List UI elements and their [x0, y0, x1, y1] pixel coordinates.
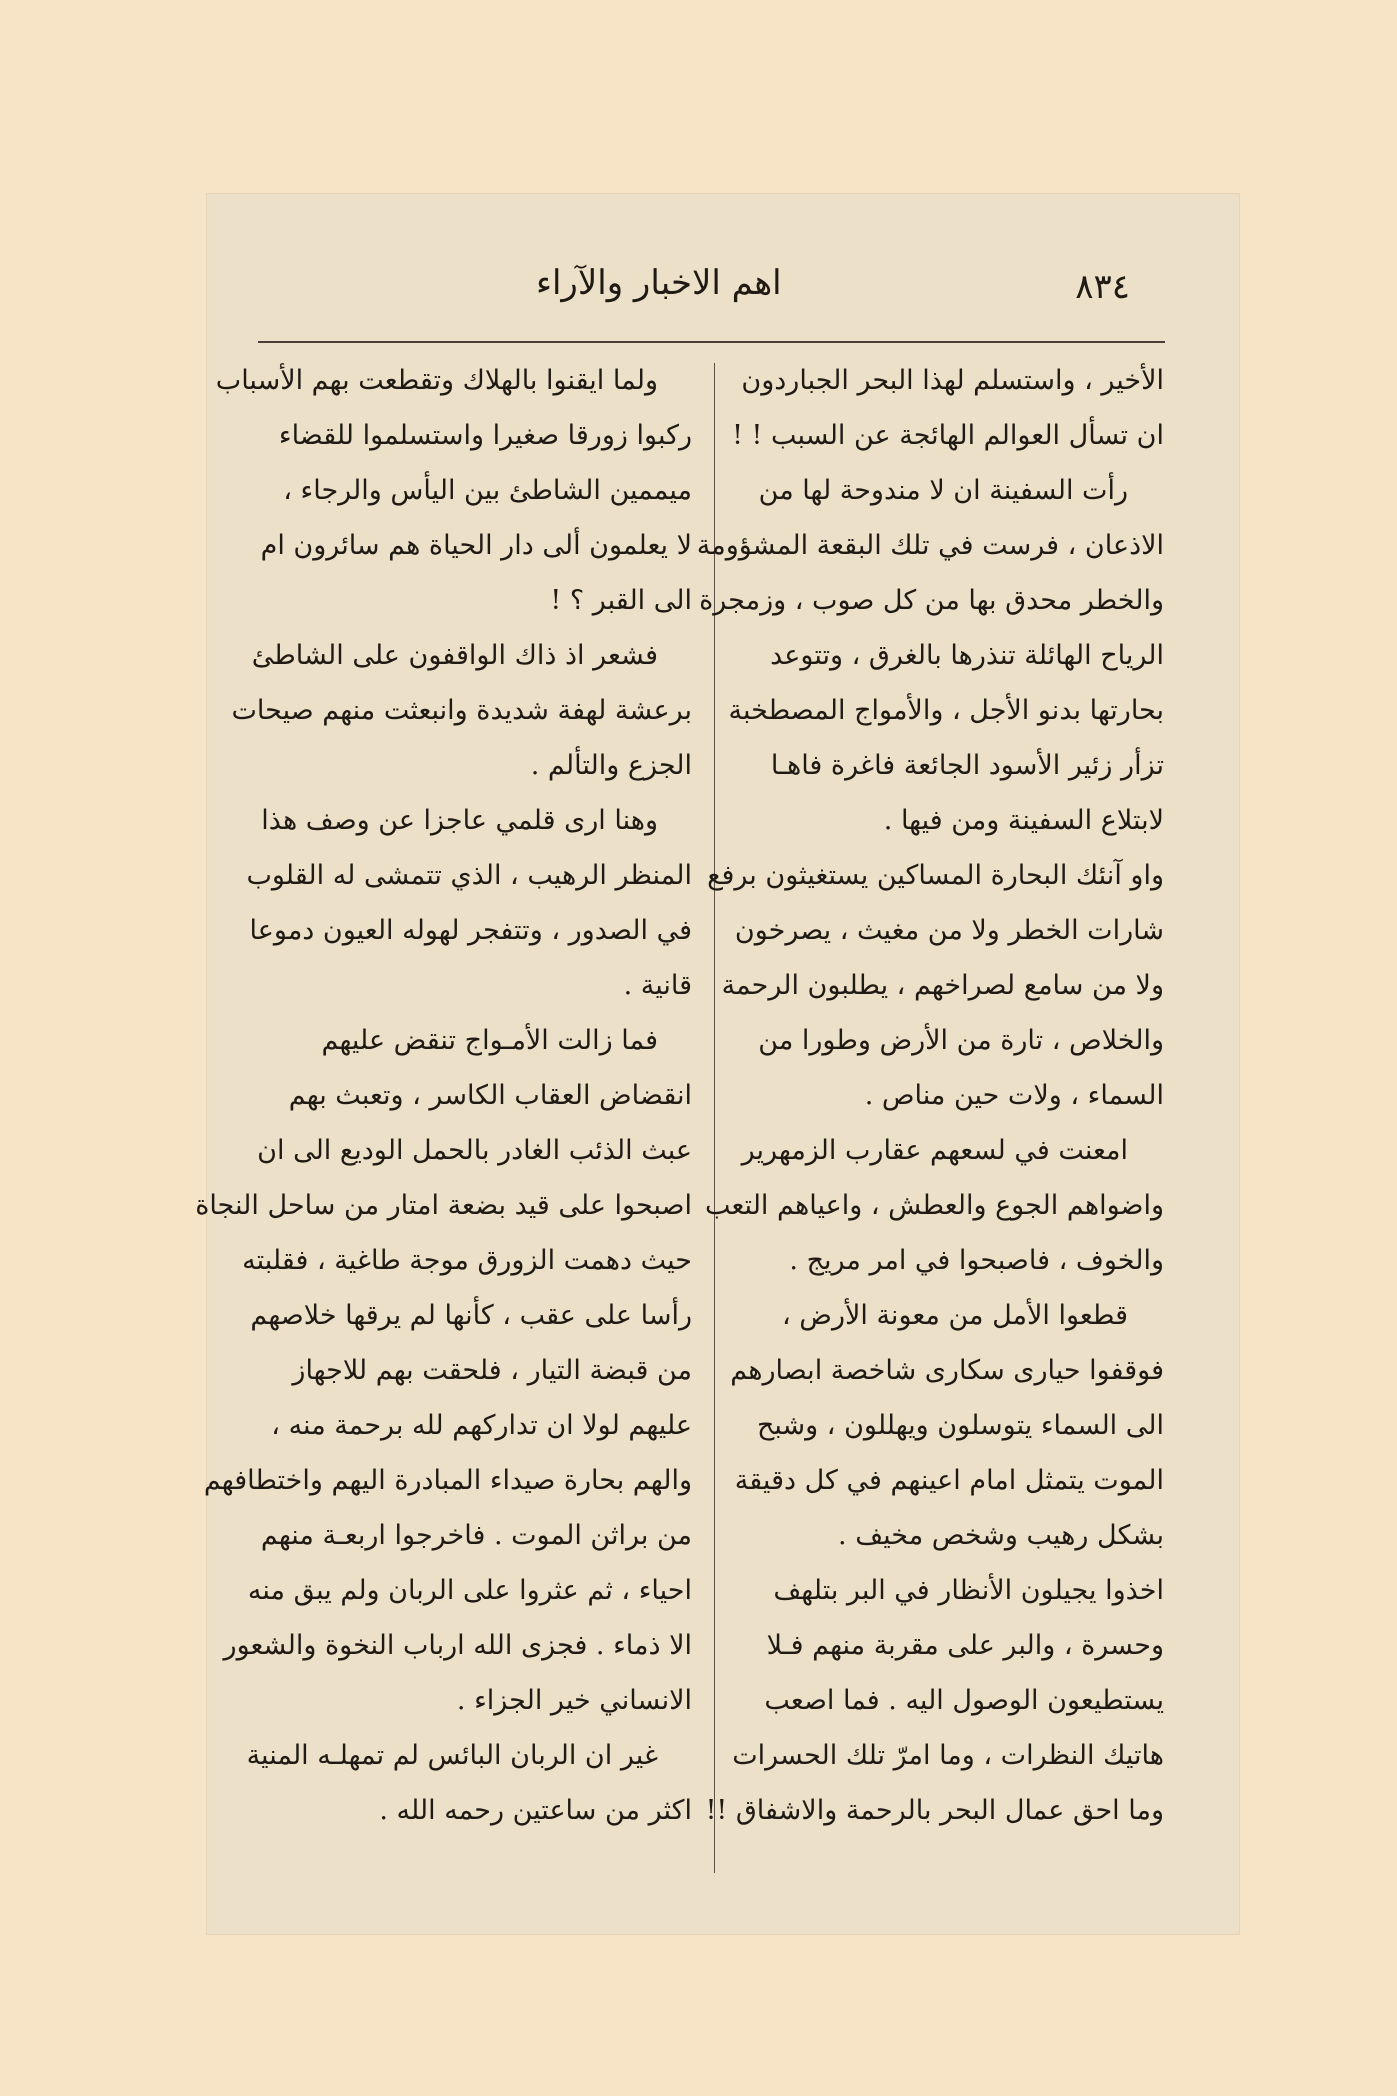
text-line: الموت يتمثل امام اعينهم في كل دقيقة: [734, 1465, 1164, 1496]
text-line: اخذوا يجيلون الأنظار في البر بتلهف: [773, 1575, 1164, 1606]
text-line: ولا من سامع لصراخهم ، يطلبون الرحمة: [721, 970, 1164, 1001]
book-page: [195, 193, 1240, 1935]
text-line: والخوف ، فاصبحوا في امر مريج .: [789, 1245, 1164, 1276]
text-line: الانساني خير الجزاء .: [456, 1685, 692, 1716]
text-line: رأسا على عقب ، كأنها لم يرقها خلاصهم: [250, 1300, 692, 1331]
text-line: وما احق عمال البحر بالرحمة والاشفاق !!: [705, 1795, 1164, 1826]
text-line: ركبوا زورقا صغيرا واستسلموا للقضاء: [278, 420, 692, 451]
text-line: الجزع والتألم .: [530, 750, 692, 781]
text-line: والهم بحارة صيداء المبادرة اليهم واختطافهم: [203, 1465, 692, 1496]
text-line: انقضاض العقاب الكاسر ، وتعبث بهم: [288, 1080, 692, 1111]
text-line: الأخير ، واستسلم لهذا البحر الجباردون: [741, 365, 1164, 396]
running-title: اهم الاخبار والآراء: [536, 263, 782, 303]
text-line: الا ذماء . فجزى الله ارباب النخوة والشعور: [223, 1630, 692, 1661]
text-line: لا يعلمون ألى دار الحياة هم سائرون ام: [260, 530, 692, 561]
text-line: برعشة لهفة شديدة وانبعثت منهم صيحات: [231, 695, 692, 726]
text-line: شارات الخطر ولا من مغيث ، يصرخون: [734, 915, 1164, 946]
text-line: والخلاص ، تارة من الأرض وطورا من: [758, 1025, 1164, 1056]
text-line: وحسرة ، والبر على مقربة منهم فـلا: [766, 1630, 1164, 1661]
text-line: المنظر الرهيب ، الذي تتمشى له القلوب: [246, 860, 692, 891]
text-line: وهنا ارى قلمي عاجزا عن وصف هذا: [261, 805, 658, 836]
text-line: ولما ايقنوا بالهلاك وتقطعت بهم الأسباب: [215, 365, 658, 396]
text-line: والخطر محدق بها من كل صوب ، وزمجرة: [699, 585, 1164, 616]
text-line: ان تسأل العوالم الهائجة عن السبب ! !: [732, 420, 1164, 451]
text-line: من قبضة التيار ، فلحقت بهم للاجهاز: [292, 1355, 692, 1386]
text-line: قطعوا الأمل من معونة الأرض ،: [782, 1300, 1128, 1331]
text-line: حيث دهمت الزورق موجة طاغية ، فقلبته: [242, 1245, 692, 1276]
text-line: امعنت في لسعهم عقارب الزمهرير: [741, 1135, 1128, 1166]
left-text-column: [195, 353, 698, 1838]
page-header: [206, 259, 1240, 315]
text-line: بحارتها بدنو الأجل ، والأمواج المصطخبة: [728, 695, 1164, 726]
text-line: الى القبر ؟ !: [550, 585, 692, 616]
text-line: الرياح الهائلة تنذرها بالغرق ، وتتوعد: [770, 640, 1164, 671]
header-rule: [258, 341, 1165, 343]
text-line: غير ان الربان البائس لم تمهلـه المنية: [246, 1740, 658, 1771]
text-line: في الصدور ، وتتفجر لهوله العيون دموعا: [249, 915, 692, 946]
text-line: عبث الذئب الغادر بالحمل الوديع الى ان: [257, 1135, 692, 1166]
text-line: بشكل رهيب وشخص مخيف .: [838, 1520, 1164, 1551]
text-line: فما زالت الأمـواج تنقض عليهم: [321, 1025, 658, 1056]
text-line: الاذعان ، فرست في تلك البقعة المشؤومة: [696, 530, 1164, 561]
text-line: يستطيعون الوصول اليه . فما اصعب: [764, 1685, 1164, 1716]
text-line: اصبحوا على قيد بضعة امتار من ساحل النجاة: [195, 1190, 692, 1221]
text-line: فشعر اذ ذاك الواقفون على الشاطئ: [251, 640, 658, 671]
text-line: ميممين الشاطئ بين اليأس والرجاء ،: [283, 475, 692, 506]
text-line: عليهم لولا ان تداركهم لله برحمة منه ،: [271, 1410, 692, 1441]
text-line: السماء ، ولات حين مناص .: [864, 1080, 1164, 1111]
text-line: لابتلاع السفينة ومن فيها .: [883, 805, 1164, 836]
text-line: قانية .: [623, 970, 692, 1001]
text-line: اكثر من ساعتين رحمه الله .: [379, 1795, 692, 1826]
text-line: احياء ، ثم عثروا على الربان ولم يبق منه: [247, 1575, 692, 1606]
text-line: واضواهم الجوع والعطش ، واعياهم التعب: [705, 1190, 1164, 1221]
text-line: تزأر زئير الأسود الجائعة فاغرة فاهـا: [770, 750, 1164, 781]
text-line: من براثن الموت . فاخرجوا اربعـة منهم: [260, 1520, 692, 1551]
right-text-column: [696, 353, 1168, 1838]
text-line: هاتيك النظرات ، وما امرّ تلك الحسرات: [732, 1740, 1164, 1771]
text-line: الى السماء يتوسلون ويهللون ، وشبح: [756, 1410, 1164, 1441]
page-number: ٨٣٤: [1075, 267, 1130, 307]
text-line: رأت السفينة ان لا مندوحة لها من: [758, 475, 1128, 506]
text-line: واو آنئك البحارة المساكين يستغيثون برفع: [707, 860, 1164, 891]
text-line: فوقفوا حيارى سكارى شاخصة ابصارهم: [730, 1355, 1164, 1386]
